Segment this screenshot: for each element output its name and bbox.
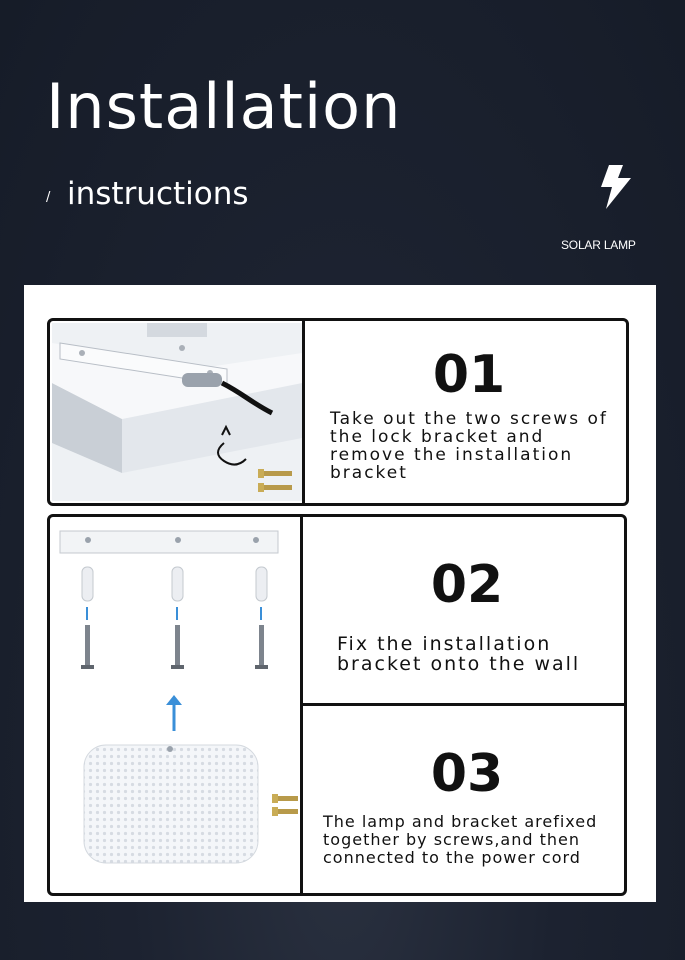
steps-2-3-box	[47, 514, 627, 896]
badge-label: SOLAR LAMP	[561, 238, 636, 252]
up-arrow-icon	[166, 695, 182, 731]
page-title: Installation	[46, 70, 402, 143]
step-2-number: 02	[430, 555, 504, 615]
subtitle-slash: /	[46, 190, 51, 205]
anchor-and-screw-icon	[171, 567, 184, 669]
led-lamp-illustration	[80, 739, 310, 869]
anchor-and-screw-icon	[81, 567, 94, 669]
steps-divider-horizontal	[302, 703, 624, 706]
step-1-divider	[302, 321, 305, 503]
step-1-number: 01	[432, 345, 506, 405]
step-1-box	[47, 318, 629, 506]
instruction-panel	[24, 285, 656, 902]
step-3-number: 03	[430, 744, 504, 804]
page-subtitle: instructions	[67, 176, 249, 212]
wall-mount-illustration	[56, 525, 296, 695]
lightning-bolt-icon	[598, 165, 632, 209]
screw-pair-icon	[272, 794, 298, 816]
anchor-and-screw-icon	[255, 567, 268, 669]
step-3-text: The lamp and bracket arefixed together by screws,and then connected to the power cord	[323, 812, 598, 867]
step-1-text: Take out the two screws of the lock bracket and remove the installation bracket	[330, 409, 608, 483]
step-2-text: Fix the installation bracket onto the wall	[337, 633, 581, 675]
lamp-bracket-illustration	[52, 323, 302, 501]
